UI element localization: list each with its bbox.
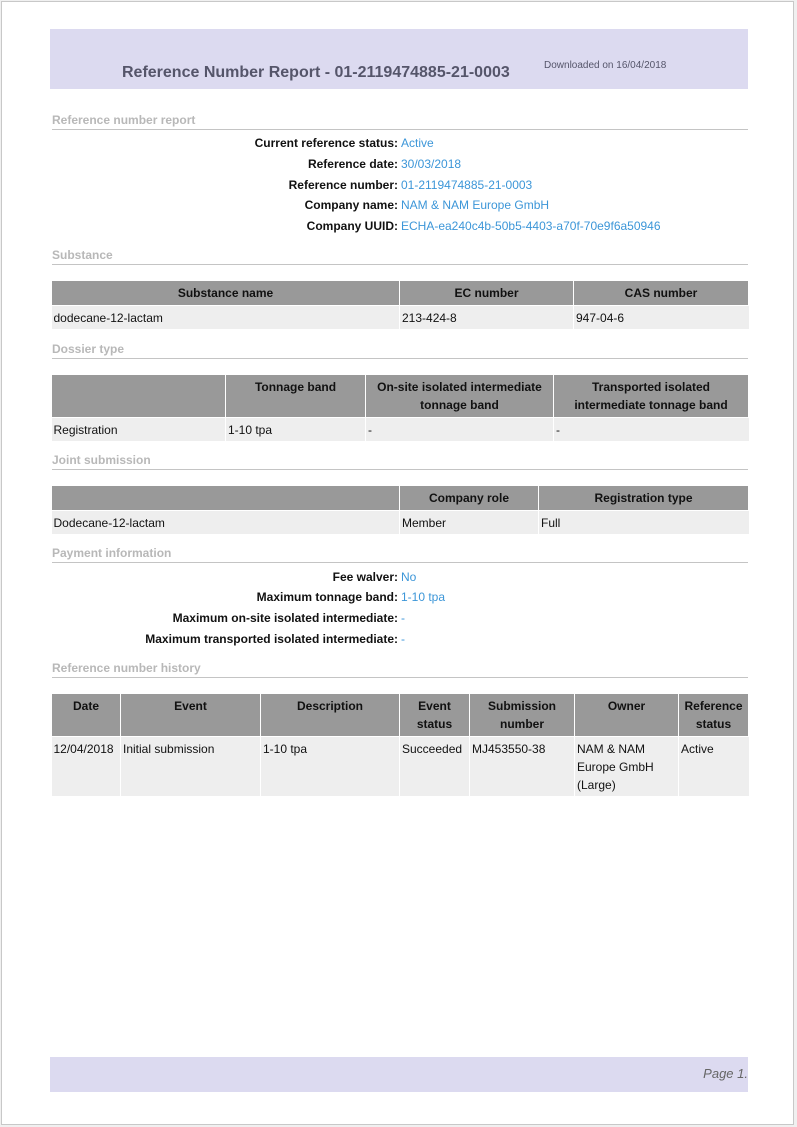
field-label: Reference date: xyxy=(307,157,398,171)
table-row xyxy=(52,418,749,442)
dossier-table xyxy=(51,374,749,441)
column-header: Submission number xyxy=(470,694,575,737)
field-label: Company name: xyxy=(304,198,398,212)
download-date: Downloaded on 16/04/2018 xyxy=(544,60,667,71)
field-current-status xyxy=(50,136,748,156)
column-header: Description xyxy=(261,694,400,737)
table-cell: - xyxy=(554,418,749,442)
field-label: Fee walver: xyxy=(332,570,398,584)
table-cell: dodecane-12-lactam xyxy=(52,306,400,330)
field-value: 1-10 tpa xyxy=(401,590,446,604)
field-value: No xyxy=(401,570,417,584)
table-cell: Member xyxy=(400,511,539,535)
table-cell: - xyxy=(366,418,554,442)
field-company-name xyxy=(50,198,748,218)
field-max-onsite-intermediate xyxy=(50,611,748,631)
column-header: Registration type xyxy=(539,486,749,511)
reference-history-table xyxy=(51,693,749,796)
report-title: Reference Number Report - 01-2119474885-21-0003 xyxy=(122,64,510,81)
section-reference-history: Reference number history xyxy=(52,661,748,678)
section-reference-report: Reference number report xyxy=(52,113,748,130)
field-label: Maximum tonnage band: xyxy=(256,590,398,604)
column-header: Tonnage band xyxy=(226,375,366,418)
field-value: NAM & NAM Europe GmbH xyxy=(401,198,550,212)
column-header: Event xyxy=(121,694,261,737)
field-value: - xyxy=(401,632,405,646)
table-row xyxy=(52,737,749,797)
section-joint-submission: Joint submission xyxy=(52,453,748,470)
table-cell: Succeeded xyxy=(400,737,470,797)
field-label: Maximum transported isolated intermediate: xyxy=(145,632,398,646)
field-max-transported-intermediate xyxy=(50,632,748,652)
field-max-tonnage-band xyxy=(50,590,748,610)
table-cell: 1-10 tpa xyxy=(226,418,366,442)
table-cell: 947-04-6 xyxy=(574,306,749,330)
field-label: Reference number: xyxy=(288,178,398,192)
table-cell: 213-424-8 xyxy=(400,306,574,330)
field-label: Current reference status: xyxy=(254,136,398,150)
table-row xyxy=(52,511,749,535)
column-header: CAS number xyxy=(574,281,749,306)
field-label: Company UUID: xyxy=(306,219,398,233)
field-value: - xyxy=(401,611,405,625)
section-substance: Substance xyxy=(52,248,748,265)
report-header xyxy=(50,29,748,89)
joint-submission-table xyxy=(51,485,749,534)
field-company-uuid xyxy=(50,219,748,239)
field-fee-waiver xyxy=(50,570,748,590)
field-value: Active xyxy=(401,136,434,150)
section-payment-information: Payment information xyxy=(52,546,748,563)
column-header: Date xyxy=(52,694,121,737)
column-header: Transported isolated intermediate tonnage band xyxy=(554,375,749,418)
field-value: 01-2119474885-21-0003 xyxy=(401,178,533,192)
column-header: Reference status xyxy=(679,694,749,737)
table-cell: Active xyxy=(679,737,749,797)
column-header: Event status xyxy=(400,694,470,737)
column-header: Owner xyxy=(575,694,679,737)
report-footer xyxy=(50,1057,748,1092)
column-header: Company role xyxy=(400,486,539,511)
table-cell: Initial submission xyxy=(121,737,261,797)
column-header: EC number xyxy=(400,281,574,306)
report-page xyxy=(1,1,794,1125)
section-dossier-type: Dossier type xyxy=(52,342,748,359)
table-cell: 1-10 tpa xyxy=(261,737,400,797)
field-value: ECHA-ea240c4b-50b5-4403-a70f-70e9f6a50946 xyxy=(401,219,661,233)
field-value: 30/03/2018 xyxy=(401,157,462,171)
table-cell: Dodecane-12-lactam xyxy=(52,511,400,535)
column-header: On-site isolated intermediate tonnage band xyxy=(366,375,554,418)
table-cell: MJ453550-38 xyxy=(470,737,575,797)
column-header xyxy=(52,375,226,418)
table-cell: Registration xyxy=(52,418,226,442)
table-row xyxy=(52,306,749,330)
field-reference-number xyxy=(50,178,748,198)
table-cell: NAM & NAM Europe GmbH (Large) xyxy=(575,737,679,797)
field-reference-date xyxy=(50,157,748,177)
field-label: Maximum on-site isolated intermediate: xyxy=(172,611,398,625)
column-header xyxy=(52,486,400,511)
substance-table xyxy=(51,280,749,329)
column-header: Substance name xyxy=(52,281,400,306)
table-cell: Full xyxy=(539,511,749,535)
page-number: Page 1. xyxy=(703,1066,748,1081)
table-cell: 12/04/2018 xyxy=(52,737,121,797)
